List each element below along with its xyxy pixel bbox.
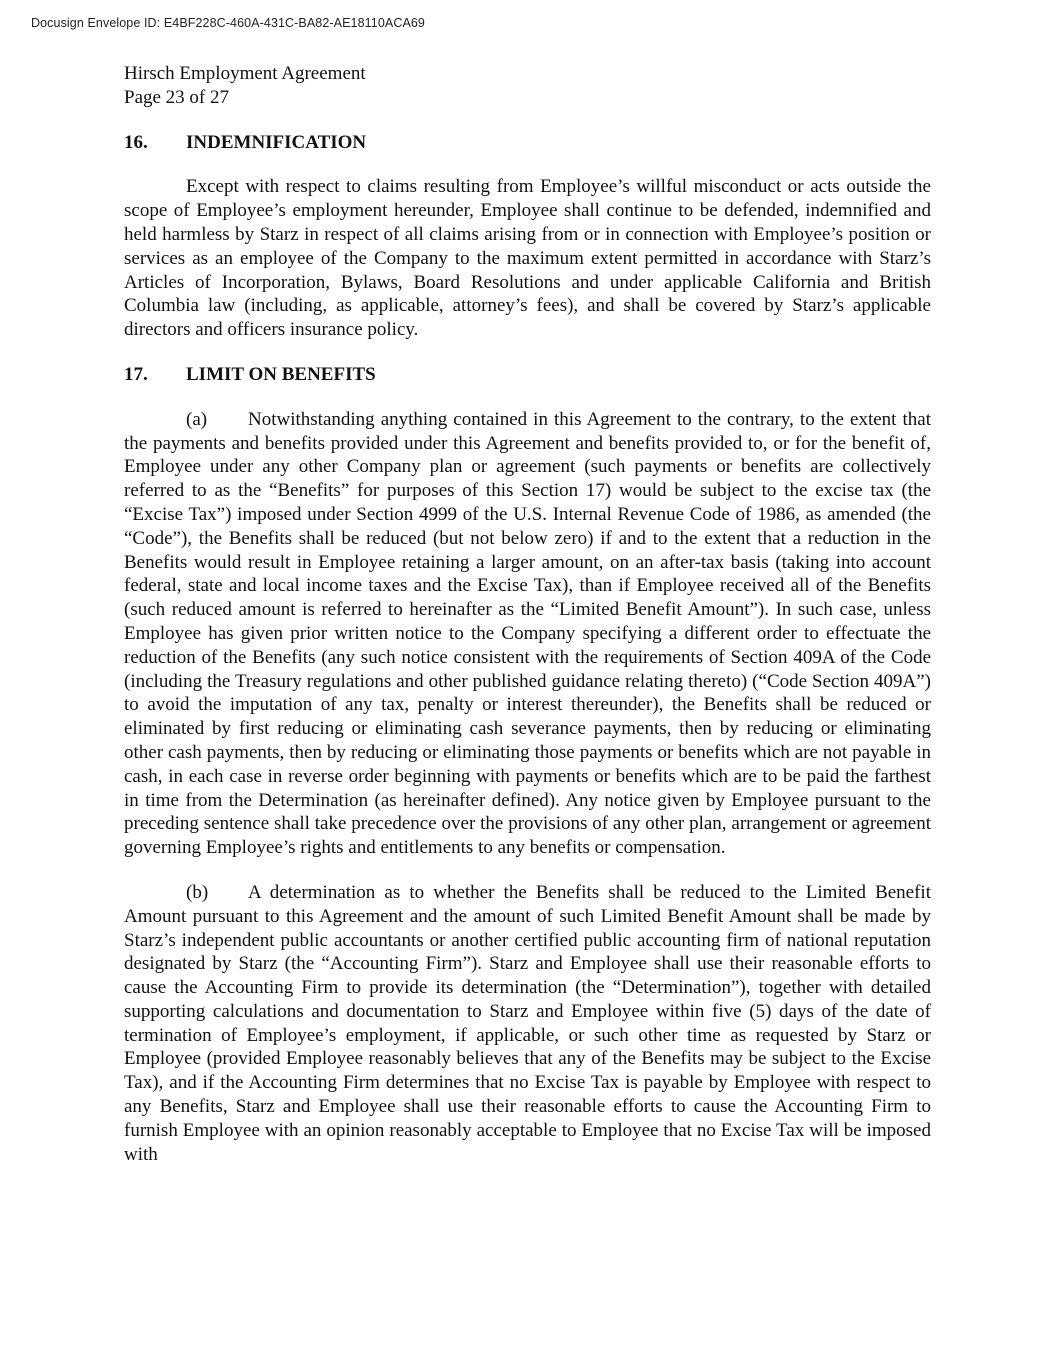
section-17a-label: (a) [186, 408, 208, 430]
section-17b-paragraph [124, 881, 931, 1167]
section-17a-text: Notwithstanding anything contained in this Agreement to the contrary, to the extent that the payments and benefits provided under this Agreement and benefits provided to, or for the benefit of, Employee under any other Company plan or agreement (such payments or benefits are collectively referred to as the “Benefits” for purposes of this Section 17) would be subject to the excise tax (the “Excise Tax”) imposed under Section 4999 of the U.S. Internal Revenue Code of 1986, as amended (the “Code”), the Benefits shall be reduced (but not below zero) if and to the extent that a reduction in the Benefits would result in Employee retaining a larger amount, on an after-tax basis (taking into account federal, state and local income taxes and the Excise Tax), than if Employee received all of the Benefits (such reduced amount is referred to hereinafter as the “Limited Benefit Amount”). In such case, unless Employee has given prior written notice to the Company specifying a different order to effectuate the reduction of the Benefits (any such notice consistent with the requirements of Section 409A of the Code (including the Treasury regulations and other published guidance relating thereto) (“Code Section 409A”) to avoid the imputation of any tax, penalty or interest thereunder), the Benefits shall be reduced or eliminated by first reducing or eliminating cash severance payments, then by reducing or eliminating other cash payments, then by reducing or eliminating those payments or benefits which are not payable in cash, in each case in reverse order beginning with payments or benefits which are to be paid the farthest in time from the Determination (as hereinafter defined). Any notice given by Employee pursuant to the preceding sentence shall take precedence over the provisions of any other plan, arrangement or agreement governing Employee’s rights and entitlements to any benefits or compensation. [124, 408, 931, 859]
section-16-paragraph: Except with respect to claims resulting from Employee’s willful misconduct or acts outside the scope of Employee’s employment hereunder, Employee shall continue to be defended, indemnified and held harmless by Starz in respect of all claims arising from or in connection with Employee’s position or services as an employee of the Company to the maximum extent permitted in accordance with Starz’s Articles of Incorporation, Bylaws, Board Resolutions and under applicable California and British Columbia law (including, as applicable, attorney’s fees), and shall be covered by Starz’s applicable directors and officers insurance policy. [124, 176, 931, 341]
document-page [124, 62, 931, 1187]
section-16-heading [124, 131, 931, 155]
document-title: Hirsch Employment Agreement [124, 63, 366, 84]
page-number: Page 23 of 27 [124, 86, 230, 108]
section-16-number: 16. [124, 131, 148, 153]
docusign-envelope-id: Docusign Envelope ID: E4BF228C-460A-431C-BA82-AE18110ACA69 [31, 16, 425, 30]
section-16-title: INDEMNIFICATION [186, 131, 367, 153]
section-17-heading [124, 363, 931, 387]
section-17b-label: (b) [186, 881, 209, 903]
section-17a-paragraph [124, 408, 931, 860]
section-17-number: 17. [124, 363, 148, 385]
section-17-title: LIMIT ON BENEFITS [186, 363, 376, 385]
section-17b-text: A determination as to whether the Benefits shall be reduced to the Limited Benefit Amount pursuant to this Agreement and the amount of such Limited Benefit Amount shall be made by Starz’s independent public accountants or another certified public accounting firm of national reputation designated by Starz (the “Accounting Firm”). Starz and Employee shall use their reasonable efforts to cause the Accounting Firm to provide its determination (the “Determination”), together with detailed supporting calculations and documentation to Starz and Employee within five (5) days of the date of termination of Employee’s employment, if applicable, or such other time as requested by Starz or Employee (provided Employee reasonably believes that any of the Benefits may be subject to the Excise Tax), and if the Accounting Firm determines that no Excise Tax is payable by Employee with respect to any Benefits, Starz and Employee shall use their reasonable efforts to cause the Accounting Firm to furnish Employee with an opinion reasonably acceptable to Employee that no Excise Tax will be imposed with [124, 881, 931, 1165]
